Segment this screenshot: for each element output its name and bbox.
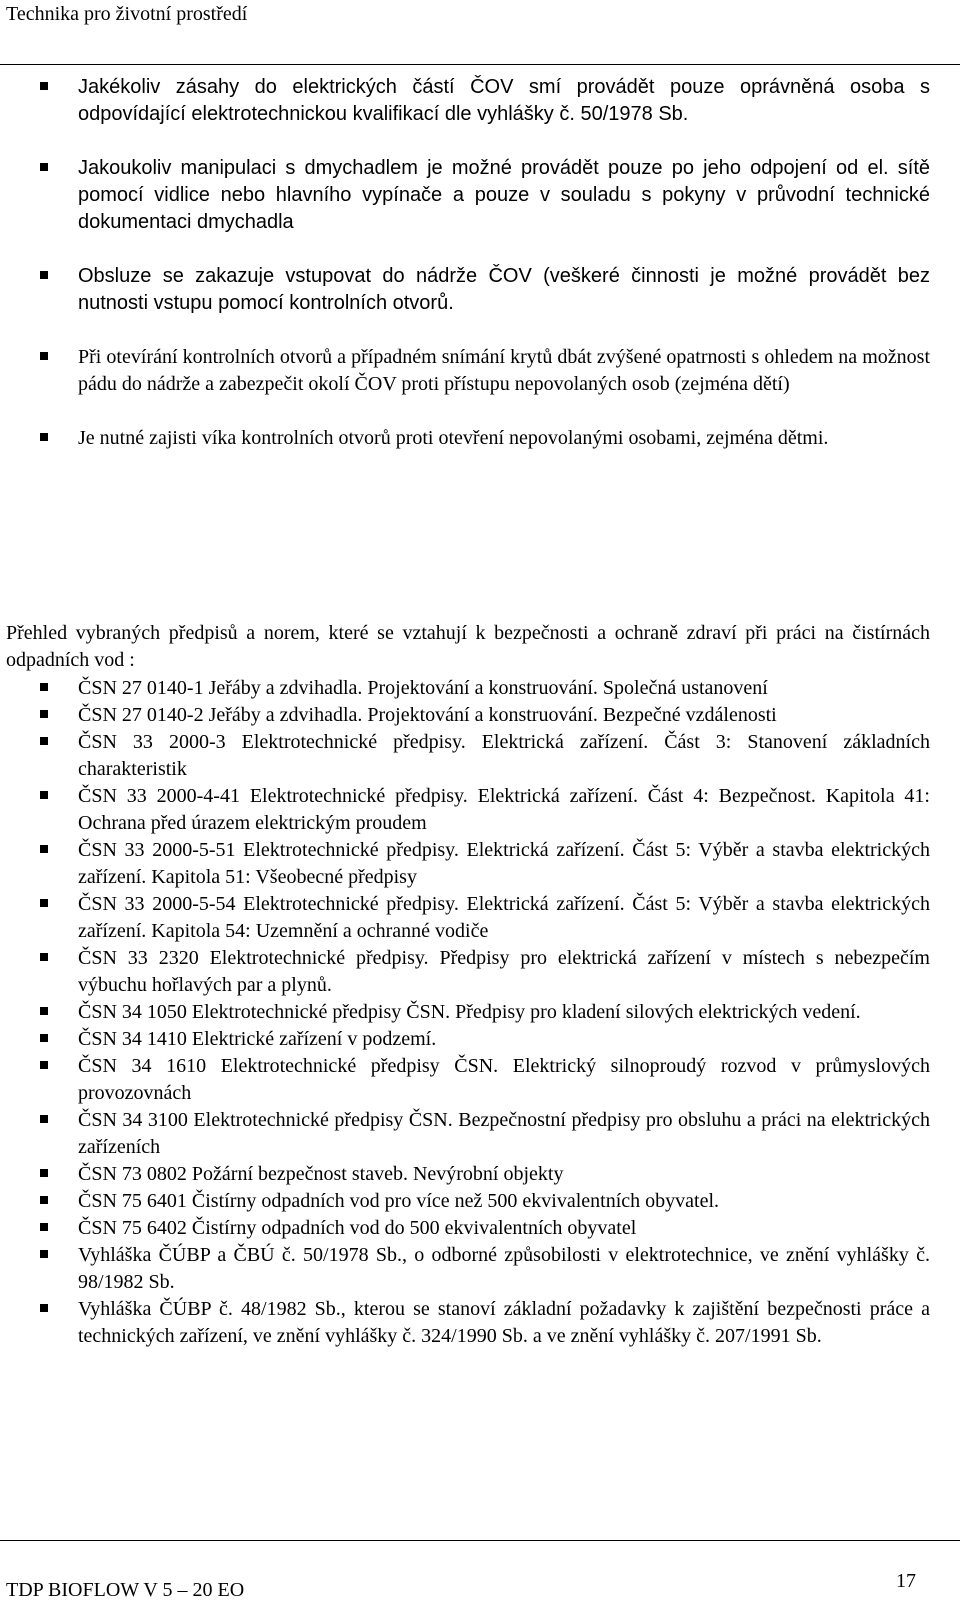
norm-text: ČSN 75 6401 Čistírny odpadních vod pro více než 500 ekvivalentních obyvatel. <box>78 1190 719 1212</box>
norms-list <box>40 675 930 1350</box>
safety-rule-item <box>40 344 930 398</box>
square-bullet-icon <box>40 737 48 745</box>
footer-page-number: 17 <box>896 1570 916 1592</box>
norm-text: ČSN 33 2000-5-54 Elektrotechnické předpisy. Elektrická zařízení. Část 5: Výběr a stavba elektrických zařízení. Kapitola 54: Uzemnění a ochranné vodiče <box>78 893 930 942</box>
norm-item <box>40 1053 930 1107</box>
safety-rule-text: Obsluze se zakazuje vstupovat do nádrže ČOV (veškeré činnosti je možné provádět bez nutnosti vstupu pomocí kontrolních otvorů. <box>78 265 930 314</box>
norm-item <box>40 1161 930 1188</box>
norm-item <box>40 1242 930 1296</box>
norm-text: ČSN 34 1050 Elektrotechnické předpisy ČSN. Předpisy pro kladení silových elektrických vedení. <box>78 1001 861 1023</box>
safety-rule-item <box>40 155 930 236</box>
norm-text: ČSN 33 2000-5-51 Elektrotechnické předpisy. Elektrická zařízení. Část 5: Výběr a stavba elektrických zařízení. Kapitola 51: Všeobecné předpisy <box>78 839 930 888</box>
square-bullet-icon <box>40 1007 48 1015</box>
norm-text: ČSN 27 0140-1 Jeřáby a zdvihadla. Projektování a konstruování. Společná ustanovení <box>78 677 768 699</box>
square-bullet-icon <box>40 1034 48 1042</box>
footer-divider <box>0 1540 960 1541</box>
square-bullet-icon <box>40 791 48 799</box>
norm-text: Vyhláška ČÚBP a ČBÚ č. 50/1978 Sb., o odborné způsobilosti v elektrotechnice, ve znění vyhlášky č. 98/1982 Sb. <box>78 1244 930 1293</box>
safety-rule-item <box>40 74 930 128</box>
norm-text: ČSN 34 1610 Elektrotechnické předpisy ČSN. Elektrický silnoproudý rozvod v průmyslových provozovnách <box>78 1055 930 1104</box>
norm-text: ČSN 33 2000-4-41 Elektrotechnické předpisy. Elektrická zařízení. Část 4: Bezpečnost. Kapitola 41: Ochrana před úrazem elektrickým proudem <box>78 785 930 834</box>
square-bullet-icon <box>40 845 48 853</box>
square-bullet-icon <box>40 1061 48 1069</box>
square-bullet-icon <box>40 1169 48 1177</box>
square-bullet-icon <box>40 1115 48 1123</box>
norm-item <box>40 891 930 945</box>
square-bullet-icon <box>40 82 48 90</box>
norm-text: ČSN 33 2320 Elektrotechnické předpisy. Předpisy pro elektrická zařízení v místech s nebezpečím výbuchu hořlavých par a plynů. <box>78 947 930 996</box>
square-bullet-icon <box>40 1304 48 1312</box>
norm-text: ČSN 27 0140-2 Jeřáby a zdvihadla. Projektování a konstruování. Bezpečné vzdálenosti <box>78 704 777 726</box>
square-bullet-icon <box>40 710 48 718</box>
safety-rule-item <box>40 263 930 317</box>
page-header-title: Technika pro životní prostředí <box>6 3 248 25</box>
norm-item <box>40 999 930 1026</box>
norm-item <box>40 729 930 783</box>
square-bullet-icon <box>40 433 48 441</box>
norm-item <box>40 945 930 999</box>
norm-text: ČSN 73 0802 Požární bezpečnost staveb. Nevýrobní objekty <box>78 1163 564 1185</box>
norms-intro-paragraph: Přehled vybraných předpisů a norem, které se vztahují k bezpečnosti a ochraně zdraví při práci na čistírnách odpadních vod : <box>6 622 930 671</box>
square-bullet-icon <box>40 163 48 171</box>
safety-rule-text: Jakoukoliv manipulaci s dmychadlem je možné provádět pouze po jeho odpojení od el. sítě pomocí vidlice nebo hlavního vypínače a pouze v souladu s pokyny v průvodní technické dokumentaci dmychadla <box>78 157 930 233</box>
square-bullet-icon <box>40 899 48 907</box>
square-bullet-icon <box>40 1250 48 1258</box>
norm-item <box>40 837 930 891</box>
square-bullet-icon <box>40 352 48 360</box>
square-bullet-icon <box>40 683 48 691</box>
footer-document-id: TDP BIOFLOW V 5 – 20 EO <box>6 1579 245 1601</box>
norm-text: ČSN 34 3100 Elektrotechnické předpisy ČSN. Bezpečnostní předpisy pro obsluhu a práci na elektrických zařízeních <box>78 1109 930 1158</box>
square-bullet-icon <box>40 953 48 961</box>
square-bullet-icon <box>40 271 48 279</box>
norm-item <box>40 783 930 837</box>
safety-rules-list <box>40 74 930 479</box>
norm-text: ČSN 34 1410 Elektrické zařízení v podzemí. <box>78 1028 437 1050</box>
safety-rule-text: Při otevírání kontrolních otvorů a případném snímání krytů dbát zvýšené opatrnosti s ohledem na možnost pádu do nádrže a zabezpečit okolí ČOV proti přístupu nepovolaných osob (zejména dětí) <box>78 346 930 395</box>
norm-item <box>40 1215 930 1242</box>
square-bullet-icon <box>40 1196 48 1204</box>
norm-item <box>40 675 930 702</box>
header-divider <box>0 64 960 65</box>
norm-item <box>40 1296 930 1350</box>
norm-item <box>40 1188 930 1215</box>
norm-text: Vyhláška ČÚBP č. 48/1982 Sb., kterou se stanoví základní požadavky k zajištění bezpečnosti práce a technických zařízení, ve znění vyhlášky č. 324/1990 Sb. a ve znění vyhlášky č. 207/1991 Sb. <box>78 1298 930 1347</box>
norm-text: ČSN 33 2000-3 Elektrotechnické předpisy. Elektrická zařízení. Část 3: Stanovení základních charakteristik <box>78 731 930 780</box>
safety-rule-text: Je nutné zajisti víka kontrolních otvorů proti otevření nepovolanými osobami, zejména dětmi. <box>78 427 829 449</box>
norm-item <box>40 702 930 729</box>
norm-item <box>40 1026 930 1053</box>
norm-text: ČSN 75 6402 Čistírny odpadních vod do 500 ekvivalentních obyvatel <box>78 1217 637 1239</box>
safety-rule-text: Jakékoliv zásahy do elektrických částí ČOV smí provádět pouze oprávněná osoba s odpovídající elektrotechnickou kvalifikací dle vyhlášky č. 50/1978 Sb. <box>78 76 930 125</box>
safety-rule-item <box>40 425 930 452</box>
square-bullet-icon <box>40 1223 48 1231</box>
norm-item <box>40 1107 930 1161</box>
